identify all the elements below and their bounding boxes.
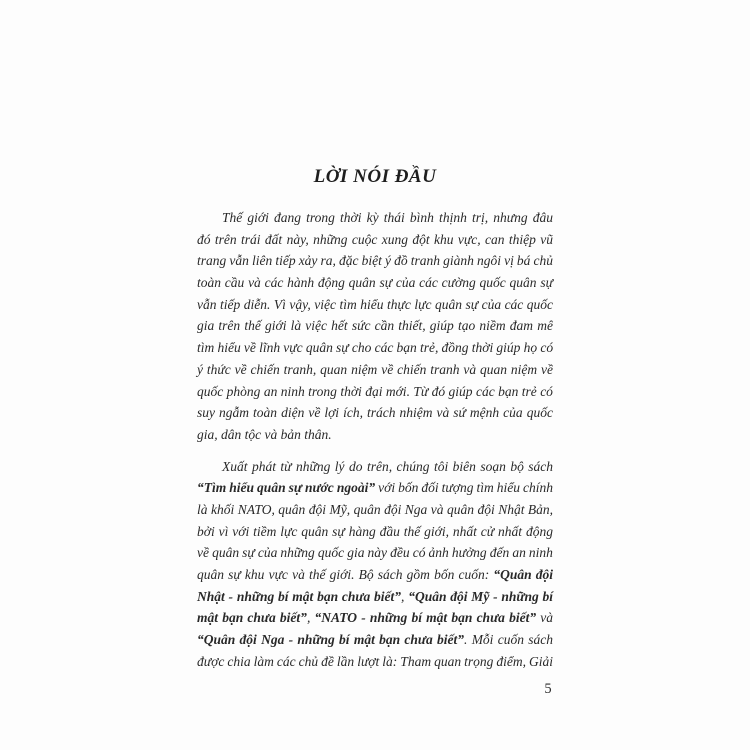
body-text-segment: , bbox=[306, 610, 315, 626]
text-line bbox=[197, 499, 553, 521]
page-number: 5 bbox=[544, 681, 552, 697]
text-line bbox=[197, 381, 553, 403]
body-text-segment: quốc phòng an ninh trong thời đại mới. Từ đó giúp các bạn trẻ có bbox=[197, 383, 553, 399]
book-series-title-text: “Quân đội bbox=[493, 567, 554, 582]
body-text-segment: bởi vì với tiềm lực quân sự hàng đầu thế giới, nhất cử nhất động bbox=[197, 523, 553, 539]
text-line bbox=[197, 250, 553, 272]
text-line bbox=[197, 521, 553, 543]
body-text-segment: . Mỗi cuốn sách bbox=[464, 632, 553, 648]
text-line bbox=[197, 477, 553, 499]
text-line bbox=[197, 337, 553, 359]
body-text-segment: và bbox=[536, 610, 554, 626]
text-line bbox=[197, 564, 553, 586]
text-line bbox=[197, 359, 553, 381]
body-text-segment: toàn cầu và các hành động quân sự của các cường quốc quân sự bbox=[197, 275, 553, 291]
body-text-segment: trang vẫn liên tiếp xảy ra, đặc biệt ý đồ tranh giành ngôi vị bá chủ bbox=[197, 253, 554, 269]
text-line bbox=[197, 456, 553, 478]
text-line bbox=[197, 272, 553, 294]
body-text-segment: Thế giới đang trong thời kỳ thái bình thịnh trị, nhưng đâu bbox=[222, 210, 553, 225]
text-line bbox=[197, 542, 553, 564]
book-series-title-text: “NATO - những bí mật bạn chưa biết” bbox=[314, 610, 537, 626]
text-line bbox=[197, 586, 553, 608]
body-text-segment: vẫn tiếp diễn. Vì vậy, việc tìm hiểu thực lực quân sự của các quốc bbox=[197, 296, 554, 312]
body-text-segment: được chia làm các chủ đề lần lượt là: Tham quan trọng điểm, Giải bbox=[197, 653, 554, 669]
book-series-title-text: mật bạn chưa biết” bbox=[197, 610, 307, 626]
text-line bbox=[197, 629, 553, 651]
text-line bbox=[197, 402, 553, 424]
paragraph-2 bbox=[197, 456, 553, 673]
text-line bbox=[197, 315, 553, 337]
page-body bbox=[197, 207, 553, 672]
body-text-segment: với bốn đối tượng tìm hiểu chính bbox=[375, 480, 554, 496]
text-line bbox=[197, 207, 553, 229]
body-text-segment: đó trên trái đất này, những cuộc xung đột khu vực, can thiệp vũ bbox=[197, 231, 554, 247]
page-title: LỜI NÓI ĐẦU bbox=[313, 165, 437, 187]
book-series-title-text: “Quân đội Mỹ - những bí bbox=[408, 588, 554, 604]
body-text-segment: Xuất phát từ những lý do trên, chúng tôi biên soạn bộ sách bbox=[222, 458, 554, 474]
body-text-segment: là khối NATO, quân đội Mỹ, quân đội Nga và quân đội Nhật Bản, bbox=[197, 501, 554, 517]
text-line bbox=[197, 424, 553, 446]
text-line bbox=[197, 229, 553, 251]
body-text-segment: tìm hiểu về lĩnh vực quân sự cho các bạn trẻ, đồng thời giúp họ có bbox=[197, 340, 554, 356]
body-text-segment: gia, dân tộc và bản thân. bbox=[197, 426, 332, 442]
body-text-segment: suy ngẫm toàn diện về lợi ích, trách nhiệm và sứ mệnh của quốc bbox=[197, 405, 553, 421]
text-line bbox=[197, 294, 553, 316]
body-text-segment: quân sự khu vực và thế giới. Bộ sách gồm bốn cuốn: bbox=[197, 567, 494, 582]
paragraph-1 bbox=[197, 207, 553, 446]
text-line bbox=[197, 651, 553, 673]
body-text-segment: gia trên thế giới là việc hết sức cần thiết, giúp tạo niềm đam mê bbox=[197, 318, 553, 334]
text-line bbox=[197, 607, 553, 629]
book-series-title-text: Nhật - những bí mật bạn chưa biết” bbox=[197, 588, 402, 604]
book-series-title-text: “Quân đội Nga - những bí mật bạn chưa biết” bbox=[197, 632, 465, 648]
book-series-title-text: “Tìm hiểu quân sự nước ngoài” bbox=[197, 480, 376, 496]
body-text-segment: ý thức về chiến tranh, quan niệm về chiến tranh và quan niệm về bbox=[197, 361, 554, 377]
body-text-segment: , bbox=[401, 588, 409, 604]
body-text-segment: về quân sự của những quốc gia này đều có ảnh hưởng đến an ninh bbox=[197, 545, 553, 561]
